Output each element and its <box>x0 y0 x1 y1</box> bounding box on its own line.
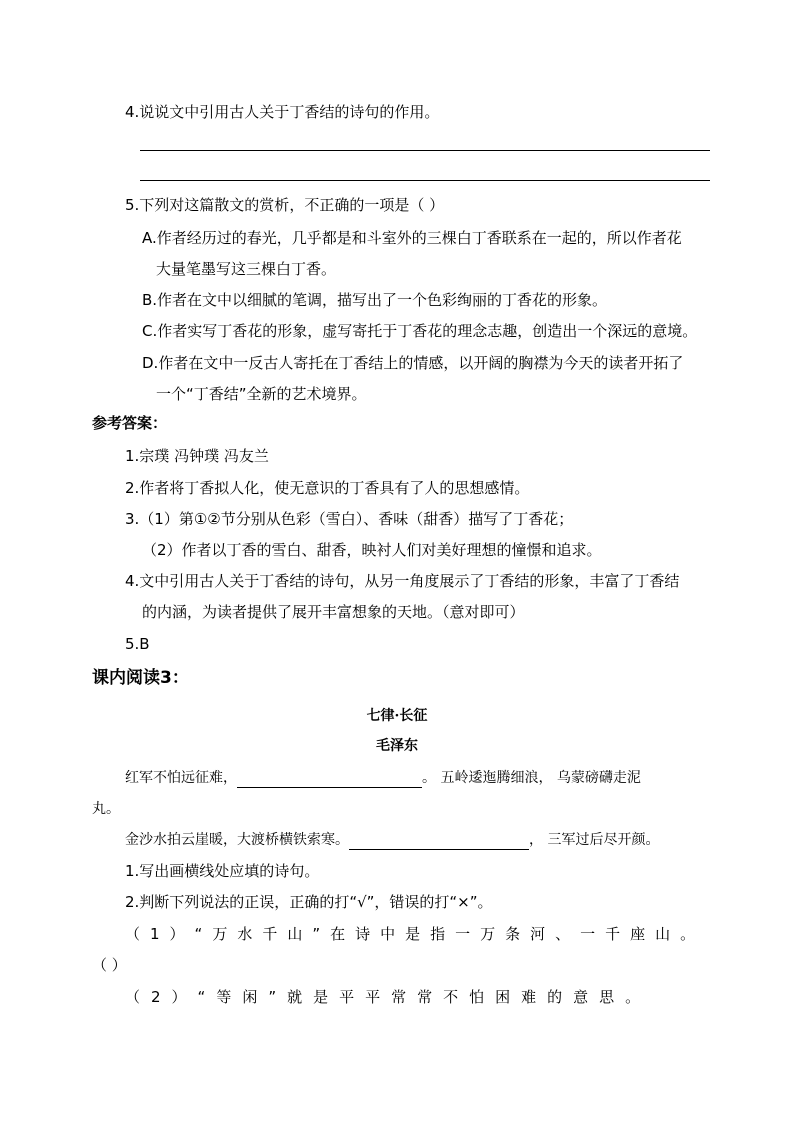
poem-title: 七律·长征 <box>366 708 428 724</box>
judgement-2: （2）“等闲”就是平平常常不怕困难的意思。 <box>125 988 652 1006</box>
answer-line-2[interactable] <box>140 180 710 181</box>
poem-line-2-start: 金沙水拍云崖暖，大渡桥横铁索寒。 <box>125 832 349 848</box>
poem-blank-1[interactable] <box>237 769 422 788</box>
judgement-1-answer-box[interactable]: （ ） <box>92 956 127 974</box>
answer-4-line-1: 4.文中引用古人关于丁香结的诗句，从另一角度展示了丁香结的形象，丰富了丁香结 <box>125 572 680 590</box>
answer-5: 5.B <box>125 635 150 653</box>
judgement-1: （1）“万水千山”在诗中是指一万条河、一千座山。 <box>125 925 706 943</box>
answer-4-line-2: 的内涵，为读者提供了展开丰富想象的天地。（意对即可） <box>142 603 525 621</box>
poem-line-2 <box>125 830 659 850</box>
poem-line-1-wrap: 丸。 <box>92 801 120 817</box>
option-d-line-2: 一个“丁香结”全新的艺术境界。 <box>156 385 367 403</box>
reading-3-heading: 课内阅读3： <box>92 668 189 688</box>
option-b: B.作者在文中以细腻的笔调，描写出了一个色彩绚丽的丁香花的形象。 <box>142 291 608 309</box>
reading-3-question-1: 1.写出画横线处应填的诗句。 <box>125 862 320 880</box>
question-4-prompt: 4.说说文中引用古人关于丁香结的诗句的作用。 <box>125 103 440 121</box>
reading-3-question-2: 2.判断下列说法的正误，正确的打“√”，错误的打“×”。 <box>125 893 493 911</box>
poem-line-1-start: 红军不怕远征难， <box>125 770 237 786</box>
option-a-line-1: A.作者经历过的春光，几乎都是和斗室外的三棵白丁香联系在一起的，所以作者花 <box>142 229 682 247</box>
poem-blank-2[interactable] <box>349 831 529 850</box>
poem-line-1 <box>125 768 641 788</box>
option-c: C.作者实写丁香花的形象，虚写寄托于丁香花的理念志趣，创造出一个深远的意境。 <box>142 322 698 340</box>
answer-3-line-2: （2）作者以丁香的雪白、甜香，映衬人们对美好理想的憧憬和追求。 <box>142 541 602 559</box>
poem-author: 毛泽东 <box>376 738 418 754</box>
option-d-line-1: D.作者在文中一反古人寄托在丁香结上的情感，以开阔的胸襟为今天的读者开拓了 <box>142 354 684 372</box>
poem-line-1-end: 。 五岭逶迤腾细浪， 乌蒙磅礴走泥 <box>422 770 641 786</box>
option-a-line-2: 大量笔墨写这三棵白丁香。 <box>156 260 337 278</box>
answer-3-line-1: 3.（1）第①②节分别从色彩（雪白）、香味（甜香）描写了丁香花； <box>125 510 574 528</box>
answer-1: 1.宗璞 冯钟璞 冯友兰 <box>125 447 269 465</box>
question-5-prompt: 5.下列对这篇散文的赏析，不正确的一项是（ ） <box>125 196 445 214</box>
answer-2: 2.作者将丁香拟人化，使无意识的丁香具有了人的思想感情。 <box>125 479 530 497</box>
answer-line-1[interactable] <box>140 150 710 151</box>
answers-heading: 参考答案： <box>92 414 168 432</box>
poem-line-2-end: ， 三军过后尽开颜。 <box>529 832 660 848</box>
